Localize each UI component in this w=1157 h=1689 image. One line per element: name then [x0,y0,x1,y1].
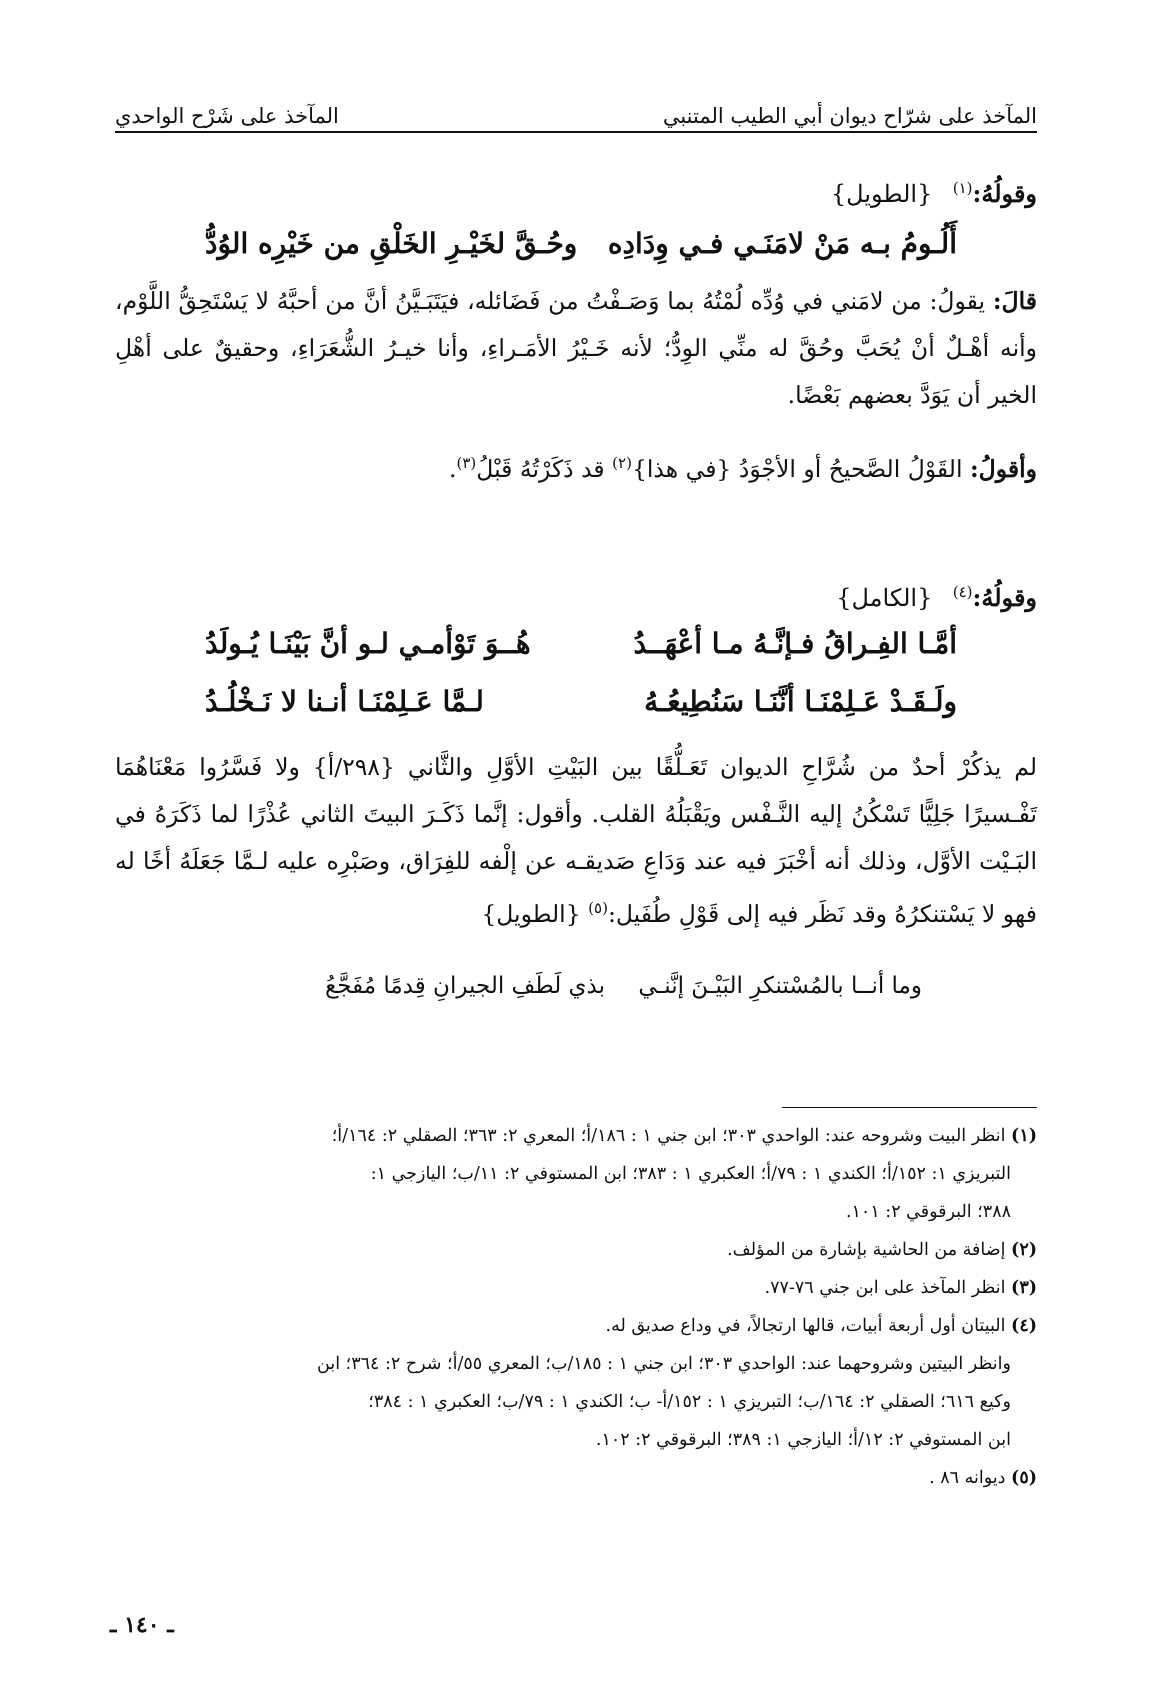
verse-sadr: وما أنــا بالمُسْتنكرِ البَيْـنَ إنَّنـي [638,973,922,999]
section1-commentary [115,278,1037,419]
aqul-ref-b: (٣) [456,454,477,472]
footnote-4 [115,1307,1037,1459]
footnote-rule [782,1107,1037,1108]
footnote-line: انظر البيت وشروحه عند: الواحدي ٣٠٣؛ ابن جني ١ : ١٨٦/أ؛ المعري ٢: ٣٦٣؛ الصقلي ٢: ١٦٤/أ؛ [331,1126,1006,1146]
section1-verse [115,216,1037,272]
aqul-label: وأقولُ: [969,454,1037,483]
section1-meter: {الطويل} [830,180,933,208]
section2-commentary [115,744,1037,938]
header-section-title: المآخذ على شَرْح الواحدي [115,104,339,128]
page-number: ـ ١٤٠ ـ [110,1612,174,1638]
footnote-line: وكيع ٦١٦؛ الصقلي ٢: ١٦٤/ب؛ التبريزي ١ : ١٥٢/أ- ب؛ الكندي ١ : ٧٩/ب؛ العكبري ١ : ٣٨٤؛ [368,1392,1011,1412]
aqul-text-b: قد ذَكَرْتُهُ قَبْلُ [476,454,605,483]
footnote-3 [115,1269,1037,1307]
footnote-line: ٣٨٨؛ البرقوقي ٢: ١٠١. [845,1202,1011,1222]
section2-prose-meter: {الطويل} [481,899,581,928]
verse-sadr: ولَـقَـدْ عَـلِمْنَـا أنَّنَـا سَنُطِيعُـهُ [644,685,957,718]
section1-intro-ref: (١) [952,179,973,197]
footnotes [115,1117,1037,1497]
footnote-line: البيتان أول أربعة أبيات، قالها ارتجالاً، في وداع صديق له. [605,1316,1006,1336]
footnote-number: (٤) [1011,1316,1037,1336]
section1-intro [115,168,1037,214]
quoted-verse [115,964,1037,1008]
header-book-title: المآخذ على شرّاح ديوان أبي الطيب المتنبي [662,104,1037,128]
qala-label: قالَ: [992,287,1037,315]
verse-sadr: أَلُـومُ بـه مَنْ لامَنَـي فـي وِدَادِه [607,227,957,260]
footnote-line: وانظر البيتين وشروحهما عند: الواحدي ٣٠٣؛ ابن جني ١ : ١٨٥/ب؛ المعري ٥٥/أ؛ شرح ٢: ٣٦٤؛ ابن [317,1354,1011,1374]
section2-verse-1 [115,616,1037,672]
section2-intro [115,572,1037,618]
footnote-number: (٥) [1011,1468,1037,1488]
footnote-2 [115,1231,1037,1269]
verse-ajz: بذي لَطَفِ الجيرانِ قِدمًا مُفَجَّعُ [325,973,605,999]
section1-intro-label: وقولُهُ: [972,179,1037,208]
footnote-line: إضافة من الحاشية بإشارة من المؤلف. [727,1240,1006,1260]
footnote-number: (٣) [1011,1278,1037,1298]
section1-response [115,440,1037,493]
footnote-1 [115,1117,1037,1231]
qala-text: يقولُ: من لامَني في وُدِّه لُمْتُهُ بما وَصَـفْتُ من فَضَائله، فيَتَبَـيَّنُ أنَّ من أحبَّهُ لا يَسْتَحِقُّ اللَّوْم، وأنه أهْـلٌ أنْ يُحَبَّ وحُقَّ له منِّي الوِدُّ؛ لأنه خَـيْرُ الأمَـراءِ، وأنا خيـرُ الشُّعَرَاءِ، وحقيقٌ على أهْلِ الخير أن يَوَدَّ بعضهم بَعْضًا. [115,287,1037,409]
section2-prose-ref: (٥) [588,899,608,917]
footnote-number: (١) [1011,1126,1037,1146]
section2-prose: لم يذكُرْ أحدٌ من شُرَّاحِ الديوان تَعَـلُّقًا بين البَيْتِ الأوَّلِ والثَّاني {٢٩٨/أ} ولا فَسَّرُوا مَعْنَاهُمَا تَفْـسيرًا جَلِيًّا تَسْكُنُ إليه النَّـفْس ويَقْبَلُهُ القلب. وأقول: إنَّما ذَكَـرَ البيتَ الثاني عُذْرًا لما ذَكَرَهُ في البَـيْت الأوَّل، وذلك أنه أخْبَرَ فيه عند وَدَاعِ صَديقـه عن إلْفه للفِرَاق، وصَبْرِه عليه لـمَّا جَعَلَهُ أخًا له فهو لا يَسْتنكرُهُ وقد نَظَر فيه إلى قَوْلِ طُفَيل: [115,753,1037,928]
aqul-ref-a: (٢) [612,454,632,472]
section2-verse-2 [115,674,1037,730]
verse-ajz: لـمَّا عَـلِمْنَـا أنـنا لا نَـخْلُـدُ [205,685,484,718]
verse-ajz: هُــوَ تَوْأمـي لـو أنَّ بَيْنَـا يُـولَدُ [205,627,531,660]
section2-intro-label: وقولُهُ: [972,583,1037,612]
header-rule [115,131,1037,133]
verse-ajz: وحُـقَّ لخَيْـرِ الخَلْقِ من خَيْرِه الوُدُّ [205,227,578,260]
aqul-end: . [449,454,457,483]
footnote-line: ديوانه ٨٦ . [929,1468,1006,1488]
section2-meter: {الكامل} [836,584,933,612]
footnote-line: التبريزي ١: ١٥٢/أ؛ الكندي ١ : ٧٩/أ؛ العكبري ١ : ٣٨٣؛ ابن المستوفي ٢: ١١/ب؛ اليازجي ١: [370,1164,1011,1184]
aqul-text-a: القَوْلُ الصَّحيحُ أو الأجْوَدُ {في هذا} [631,454,963,483]
footnote-number: (٢) [1011,1240,1037,1260]
running-header [115,88,1037,128]
footnote-5 [115,1459,1037,1497]
footnote-line: ابن المستوفي ٢: ١٢/أ؛ اليازجي ١: ٣٨٩؛ البرقوقي ٢: ١٠٢. [595,1430,1011,1450]
verse-sadr: أمَّـا الفِـراقُ فـإنَّـهُ مـا أعْهَــدُ [633,627,957,660]
section2-intro-ref: (٤) [952,583,973,601]
footnote-line: انظر المآخذ على ابن جني ٧٦-٧٧. [764,1278,1006,1298]
